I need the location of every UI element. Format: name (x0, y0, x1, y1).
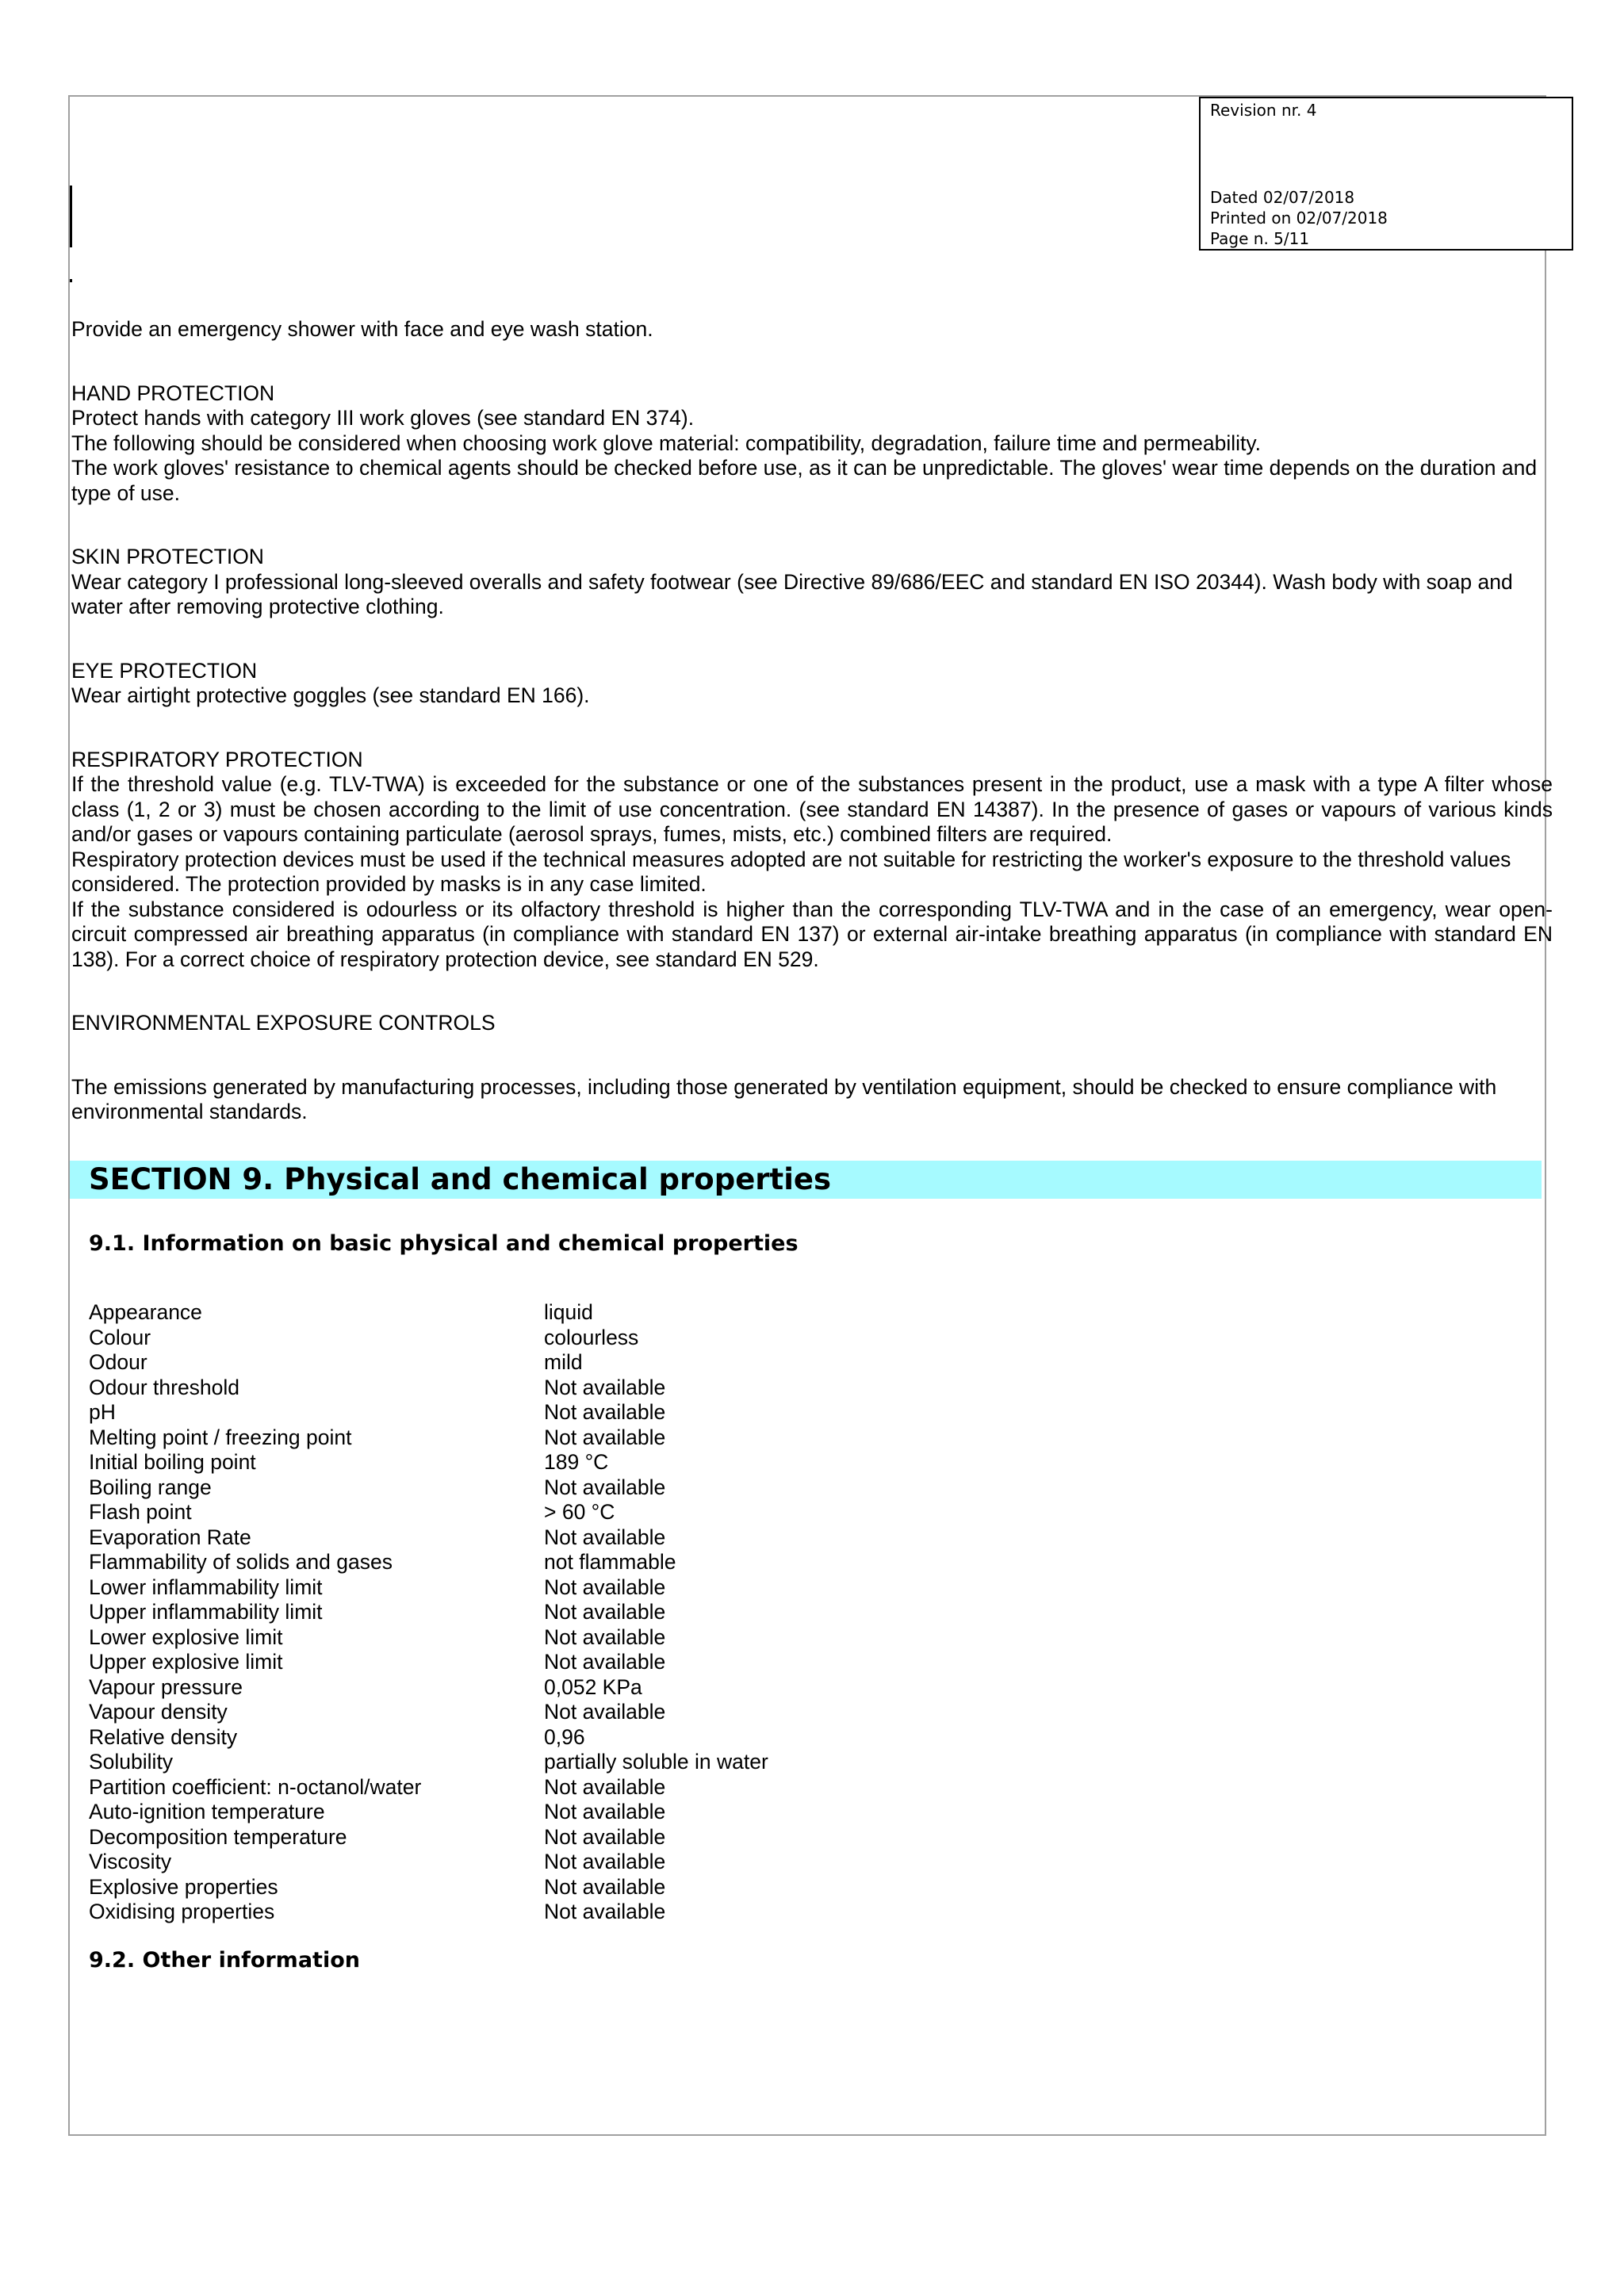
property-value: Not available (544, 1824, 666, 1849)
property-row (89, 1850, 768, 1875)
property-row (89, 1800, 768, 1825)
hand-protection-heading: HAND PROTECTION (71, 381, 275, 405)
property-row (89, 1650, 768, 1675)
property-value: not flammable (544, 1550, 676, 1574)
property-name: Initial boiling point (89, 1450, 256, 1474)
property-value: 0,96 (544, 1724, 585, 1749)
property-row (89, 1750, 768, 1775)
property-name: Solubility (89, 1750, 174, 1774)
hand-protection-line: Protect hands with category III work gloves (see standard EN 374). (71, 406, 695, 430)
respiratory-paragraph: If the substance considered is odourless or its olfactory threshold is higher than the corresponding TLV-TWA and in the case of an emergency, wear open-circuit compressed air breathing apparatus (in compliance with standard EN 137) or external air-intake breathing apparatus (in compliance with standard EN 138). For a correct choice of respiratory protection device, see standard EN 529. (71, 897, 1553, 971)
property-value: Not available (544, 1850, 666, 1873)
emergency-shower-text: Provide an emergency shower with face and eye wash station. (71, 317, 653, 341)
dated: Dated 02/07/2018 (1210, 188, 1355, 207)
property-name: Vapour pressure (89, 1674, 243, 1699)
property-row (89, 1525, 768, 1551)
property-name: Odour threshold (89, 1375, 240, 1399)
property-value: Not available (544, 1400, 666, 1424)
property-value: Not available (544, 1375, 666, 1399)
property-row (89, 1350, 768, 1376)
property-value: 189 °C (544, 1450, 609, 1474)
property-value: Not available (544, 1900, 666, 1923)
property-name: Vapour density (89, 1700, 228, 1724)
revision-box (1199, 97, 1573, 251)
property-row (89, 1725, 768, 1751)
property-row (89, 1400, 768, 1425)
property-name: Viscosity (89, 1850, 172, 1873)
property-value: Not available (544, 1700, 666, 1724)
property-row (89, 1900, 768, 1925)
respiratory-paragraph: Respiratory protection devices must be used if the technical measures adopted are not suitable for restricting the worker's exposure to the threshold values considered. The protection provided by masks is in any case limited. (71, 847, 1511, 896)
respiratory-paragraph: If the threshold value (e.g. TLV-TWA) is exceeded for the substance or one of the substances present in the product, use a mask with a type A filter whose class (1, 2 or 3) must be chosen according to the limit of use concentration. (see standard EN 14387). In the presence of gases or vapours of various kinds and/or gases or vapours containing particulate (aerosol sprays, fumes, mists, etc.) combined filters are required. (71, 772, 1553, 846)
property-value: liquid (544, 1300, 593, 1324)
property-value: Not available (544, 1425, 666, 1449)
property-name: Explosive properties (89, 1874, 278, 1899)
skin-protection-text: Wear category I professional long-sleeved overalls and safety footwear (see Directive 89/686/EEC and standard EN ISO 20344). Wash body with soap and water after removing protective clothing. (71, 569, 1513, 618)
property-row (89, 1575, 768, 1601)
property-row (89, 1300, 768, 1326)
revision-dates (1210, 187, 1388, 249)
section-8-content (71, 317, 1553, 1125)
property-name: Auto-ignition temperature (89, 1800, 325, 1823)
printed-on: Printed on 02/07/2018 (1210, 209, 1388, 228)
property-name: Evaporation Rate (89, 1525, 251, 1549)
property-name: Colour (89, 1325, 151, 1349)
property-row (89, 1675, 768, 1701)
environmental-controls-heading: ENVIRONMENTAL EXPOSURE CONTROLS (71, 1011, 496, 1035)
property-name: Melting point / freezing point (89, 1425, 352, 1449)
property-row (89, 1450, 768, 1475)
property-row (89, 1326, 768, 1351)
subsection-9-1-title: 9.1. Information on basic physical and chemical properties (89, 1231, 799, 1256)
property-name: pH (89, 1400, 116, 1424)
properties-table (89, 1300, 768, 1925)
change-bar (70, 186, 72, 247)
property-name: Upper explosive limit (89, 1650, 283, 1674)
property-row (89, 1475, 768, 1501)
property-value: Not available (544, 1800, 666, 1823)
property-row (89, 1376, 768, 1401)
property-value: 0,052 KPa (544, 1674, 642, 1699)
property-name: Flash point (89, 1500, 192, 1524)
property-row (89, 1500, 768, 1525)
property-value: Not available (544, 1600, 666, 1624)
property-value: colourless (544, 1325, 639, 1349)
hand-protection-line: The work gloves' resistance to chemical agents should be checked before use, as it can be unpredictable. The gloves' wear time depends on the duration and type of use. (71, 456, 1538, 505)
property-name: Oxidising properties (89, 1900, 275, 1923)
property-row (89, 1600, 768, 1625)
property-name: Relative density (89, 1724, 238, 1749)
property-row (89, 1700, 768, 1725)
page-number: Page n. 5/11 (1210, 229, 1310, 248)
subsection-9-2-title: 9.2. Other information (89, 1948, 360, 1973)
section-9-title: SECTION 9. Physical and chemical properties (89, 1162, 832, 1196)
property-name: Partition coefficient: n-octanol/water (89, 1774, 422, 1799)
property-row (89, 1775, 768, 1800)
property-name: Decomposition temperature (89, 1824, 347, 1849)
property-value: partially soluble in water (544, 1750, 768, 1774)
eye-protection-text: Wear airtight protective goggles (see standard EN 166). (71, 683, 590, 707)
property-value: Not available (544, 1525, 666, 1549)
change-mark (70, 279, 72, 282)
property-name: Boiling range (89, 1475, 212, 1499)
property-value: > 60 °C (544, 1500, 615, 1524)
property-value: mild (544, 1350, 583, 1374)
property-row (89, 1625, 768, 1651)
property-value: Not available (544, 1774, 666, 1799)
property-value: Not available (544, 1650, 666, 1674)
property-name: Appearance (89, 1300, 202, 1324)
property-name: Upper inflammability limit (89, 1600, 323, 1624)
property-name: Flammability of solids and gases (89, 1550, 393, 1574)
eye-protection-heading: EYE PROTECTION (71, 658, 258, 683)
property-value: Not available (544, 1475, 666, 1499)
skin-protection-heading: SKIN PROTECTION (71, 545, 264, 568)
property-row (89, 1425, 768, 1451)
property-value: Not available (544, 1624, 666, 1649)
respiratory-protection-heading: RESPIRATORY PROTECTION (71, 747, 363, 771)
property-name: Odour (89, 1350, 147, 1374)
property-row (89, 1875, 768, 1900)
hand-protection-line: The following should be considered when choosing work glove material: compatibility, degradation, failure time and permeability. (71, 430, 1262, 455)
property-row (89, 1825, 768, 1850)
revision-number: Revision nr. 4 (1210, 101, 1317, 120)
property-name: Lower inflammability limit (89, 1575, 323, 1599)
property-value: Not available (544, 1874, 666, 1899)
property-row (89, 1550, 768, 1575)
environmental-controls-text: The emissions generated by manufacturing processes, including those generated by ventilation equipment, should be checked to ensure compliance with environmental standards. (71, 1074, 1497, 1123)
property-value: Not available (544, 1575, 666, 1599)
property-name: Lower explosive limit (89, 1624, 283, 1649)
